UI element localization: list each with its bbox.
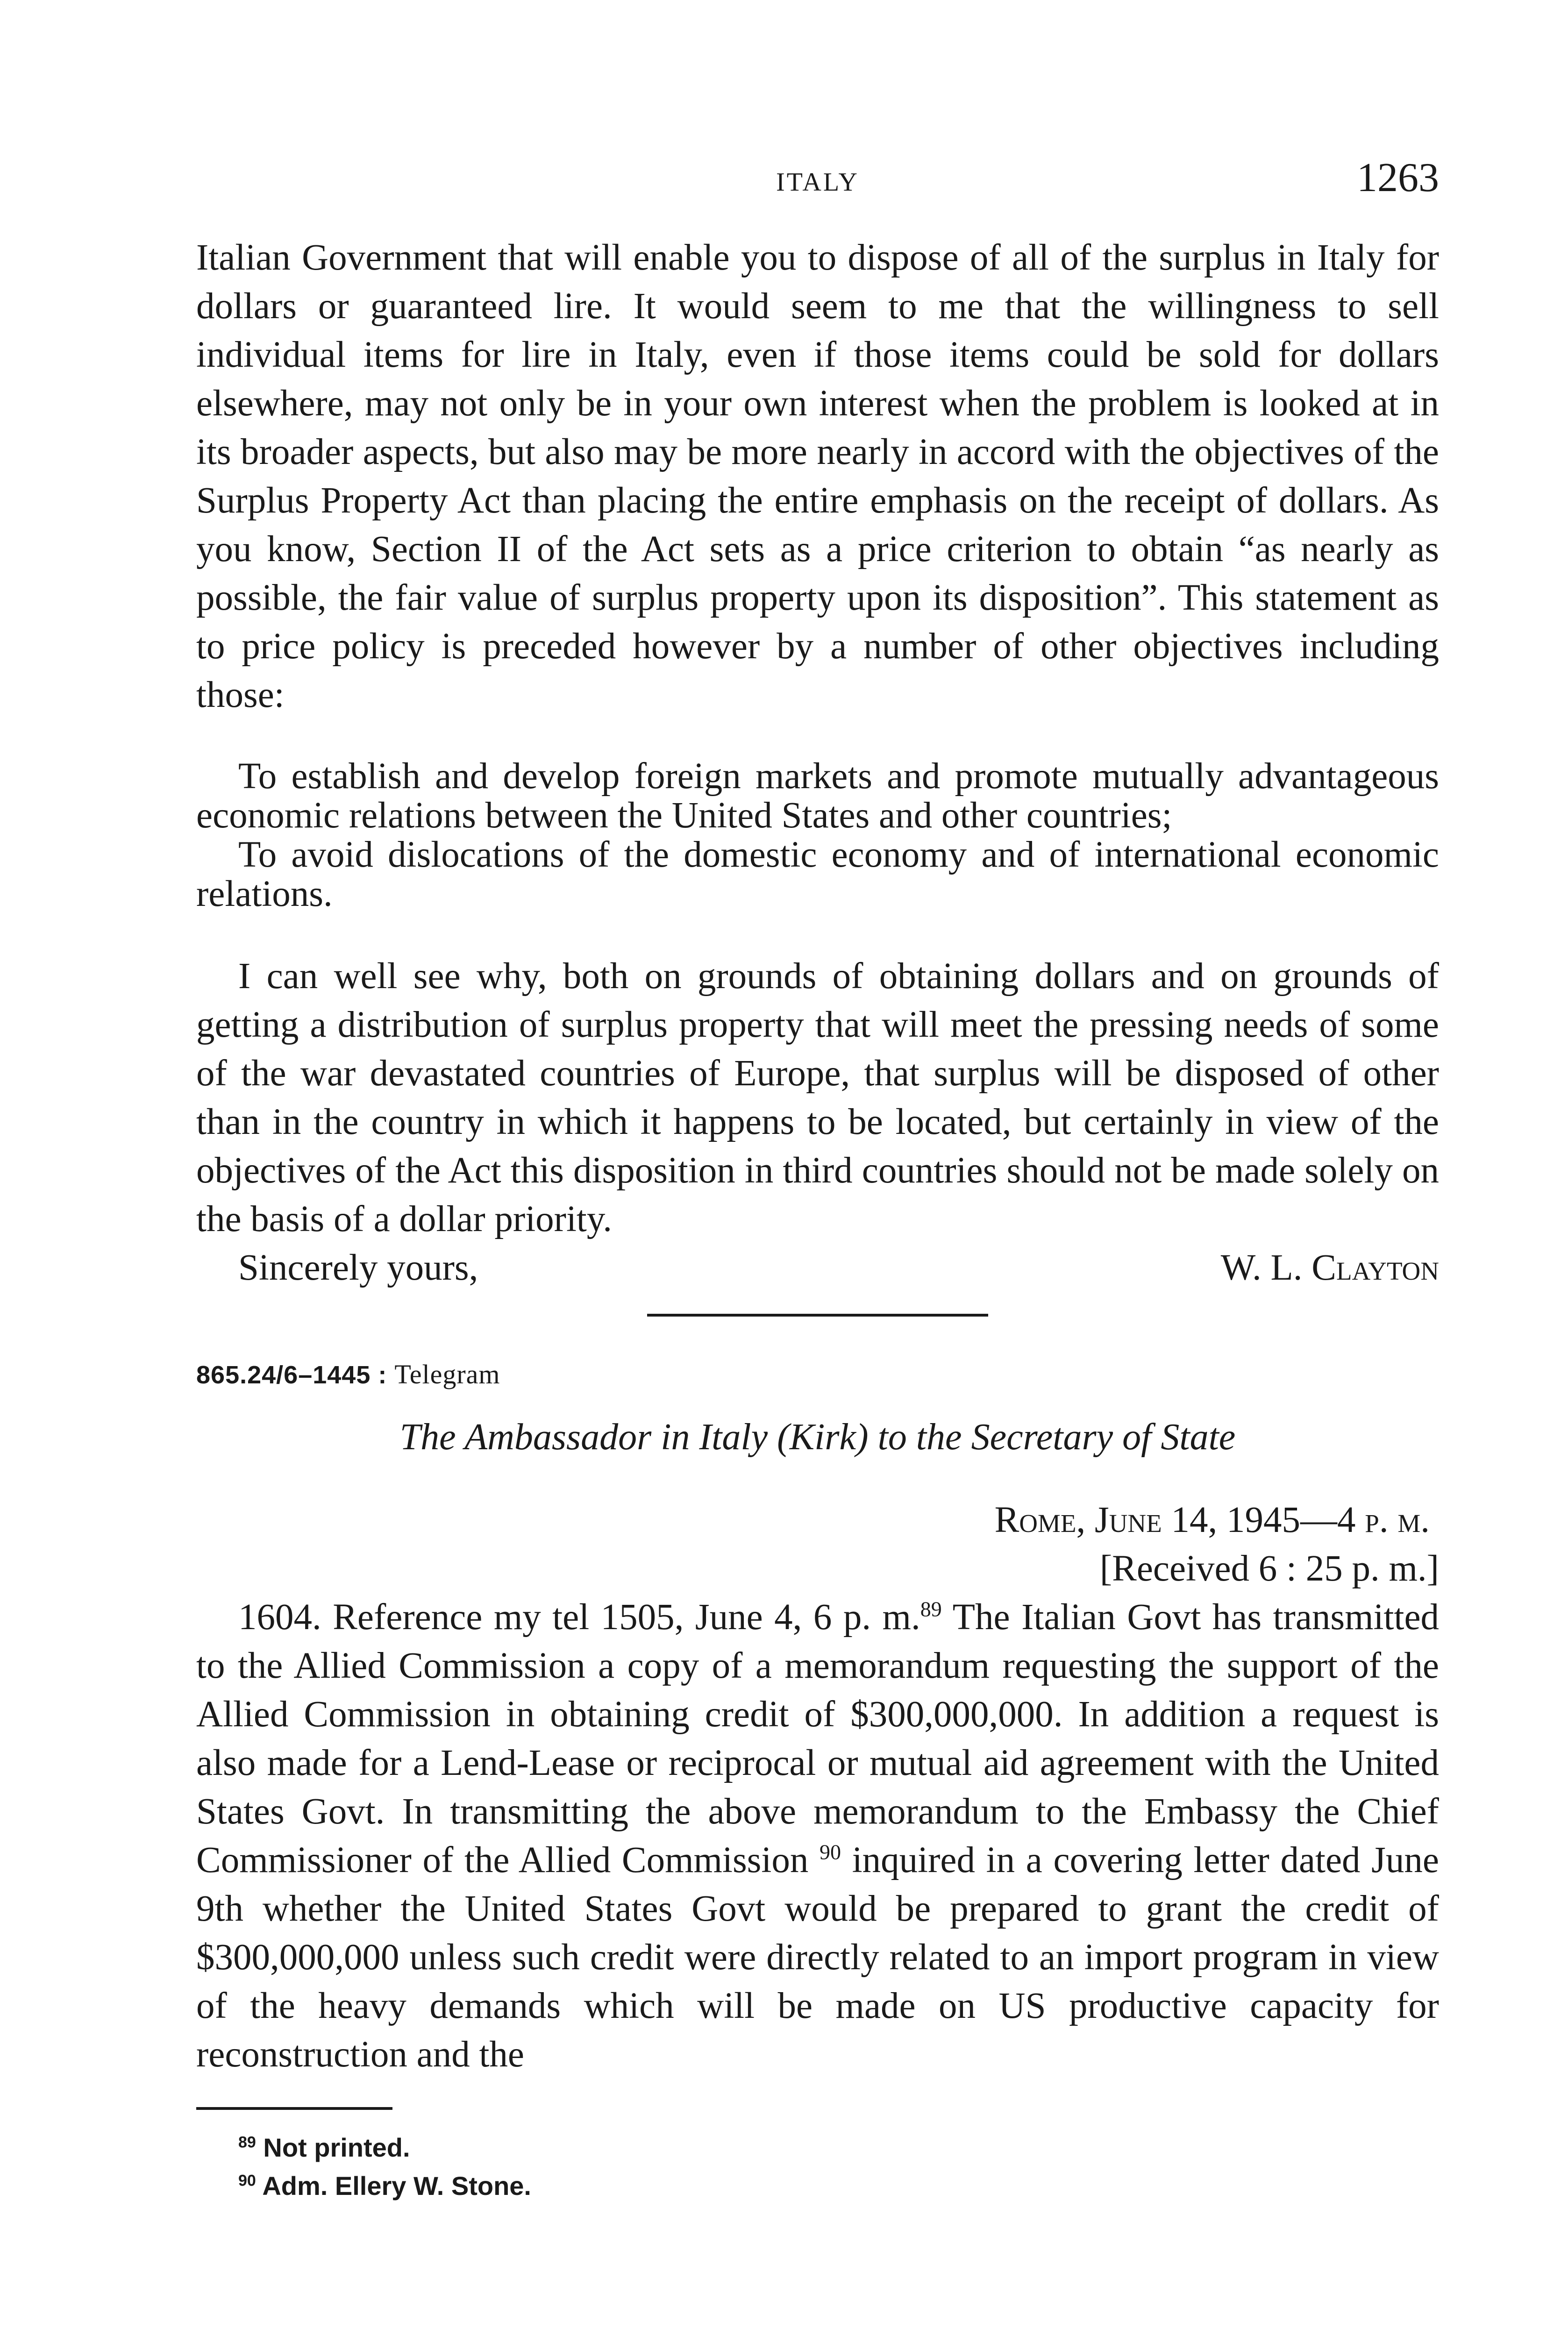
quoted-objective-1: To establish and develop foreign markets and promote mutually advantageous economic relations between the United States and other countries; bbox=[196, 756, 1439, 836]
document-title: The Ambassador in Italy (Kirk) to the Secretary of State bbox=[399, 1417, 1236, 1458]
telegram-body-part-2: The Italian Govt has transmitted to the Allied Commission a copy of a memorandum requesting the support of the Allied Commission in obtaining credit of $300,000,000. In addition a request is also made for a Lend-Lease or reciprocal or mutual aid agreement with the United States Govt. In transmitting the above memorandum to the Embassy the Chief Commissioner of the Allied Commission bbox=[196, 1597, 1440, 1880]
letter-closing bbox=[196, 1244, 1439, 1295]
page-header bbox=[196, 154, 1439, 210]
page-number: 1263 bbox=[1357, 155, 1439, 200]
letter-paragraph-2: I can well see why, both on grounds of obtaining dollars and on grounds of getting a distribution of surplus property that will meet the pressing needs of some of the war devastated countries of Europe, that surplus will be disposed of other than in the country in which it happens to be located, but certainly in view of the objectives of the Act this disposition in third countries should not be made solely on the basis of a dollar priority. bbox=[196, 956, 1439, 1239]
file-reference bbox=[196, 1359, 1439, 1390]
section-divider bbox=[647, 1314, 988, 1317]
footnotes bbox=[196, 2129, 1439, 2205]
footnote-marker: 90 bbox=[238, 2172, 256, 2190]
running-head: ITALY bbox=[776, 168, 859, 197]
telegram-body bbox=[196, 1593, 1439, 2079]
file-separator: : bbox=[371, 1361, 395, 1389]
signer-name: W. L. Clayton bbox=[1220, 1247, 1439, 1288]
footnote-90 bbox=[196, 2167, 1439, 2205]
footnote-marker: 89 bbox=[238, 2133, 256, 2151]
quoted-objectives bbox=[196, 757, 1439, 914]
file-number: 865.24/6–1445 bbox=[196, 1361, 371, 1389]
received-time: [Received 6 : 25 p. m.] bbox=[1099, 1548, 1439, 1589]
footnote-text: Adm. Ellery W. Stone. bbox=[262, 2171, 531, 2201]
salutation: Sincerely yours, bbox=[238, 1247, 478, 1288]
dateline: Rome, June 14, 1945—4 p. m. bbox=[994, 1500, 1430, 1540]
page-body bbox=[196, 234, 1439, 2205]
telegram-body-part-1: 1604. Reference my tel 1505, June 4, 6 p. m. bbox=[238, 1597, 920, 1638]
letter-paragraph-1: Italian Government that will enable you to dispose of all of the surplus in Italy for dollars or guaranteed lire. It would seem to me that the willingness to sell individual items for lire in Italy, even if those items could be sold for dollars elsewhere, may not only be in your own interest when the problem is looked at in its broader aspects, but also may be more nearly in accord with the objectives of the Surplus Property Act than placing the entire emphasis on the receipt of dollars. As you know, Section II of the Act sets as a price criterion to obtain “as nearly as possible, the fair value of surplus property upon its disposition”. This statement as to price policy is preceded however by a number of other objectives including those: bbox=[196, 237, 1439, 715]
footnote-89 bbox=[196, 2129, 1439, 2167]
footnote-divider bbox=[196, 2107, 392, 2110]
quoted-objective-2: To avoid dislocations of the domestic economy and of international economic relations. bbox=[196, 834, 1439, 914]
footnote-ref-89: 89 bbox=[920, 1597, 942, 1621]
document-kind: Telegram bbox=[394, 1359, 500, 1389]
telegram-body-part-3: inquired in a covering letter dated June 9th whether the United States Govt would be prepared to grant the credit of $300,000,000 unless such credit were directly related to an import program in view of the heavy demands which will be made on US productive capacity for reconstruction and the bbox=[196, 1840, 1439, 2075]
footnote-ref-90: 90 bbox=[820, 1840, 841, 1864]
footnote-text: Not printed. bbox=[263, 2133, 410, 2162]
